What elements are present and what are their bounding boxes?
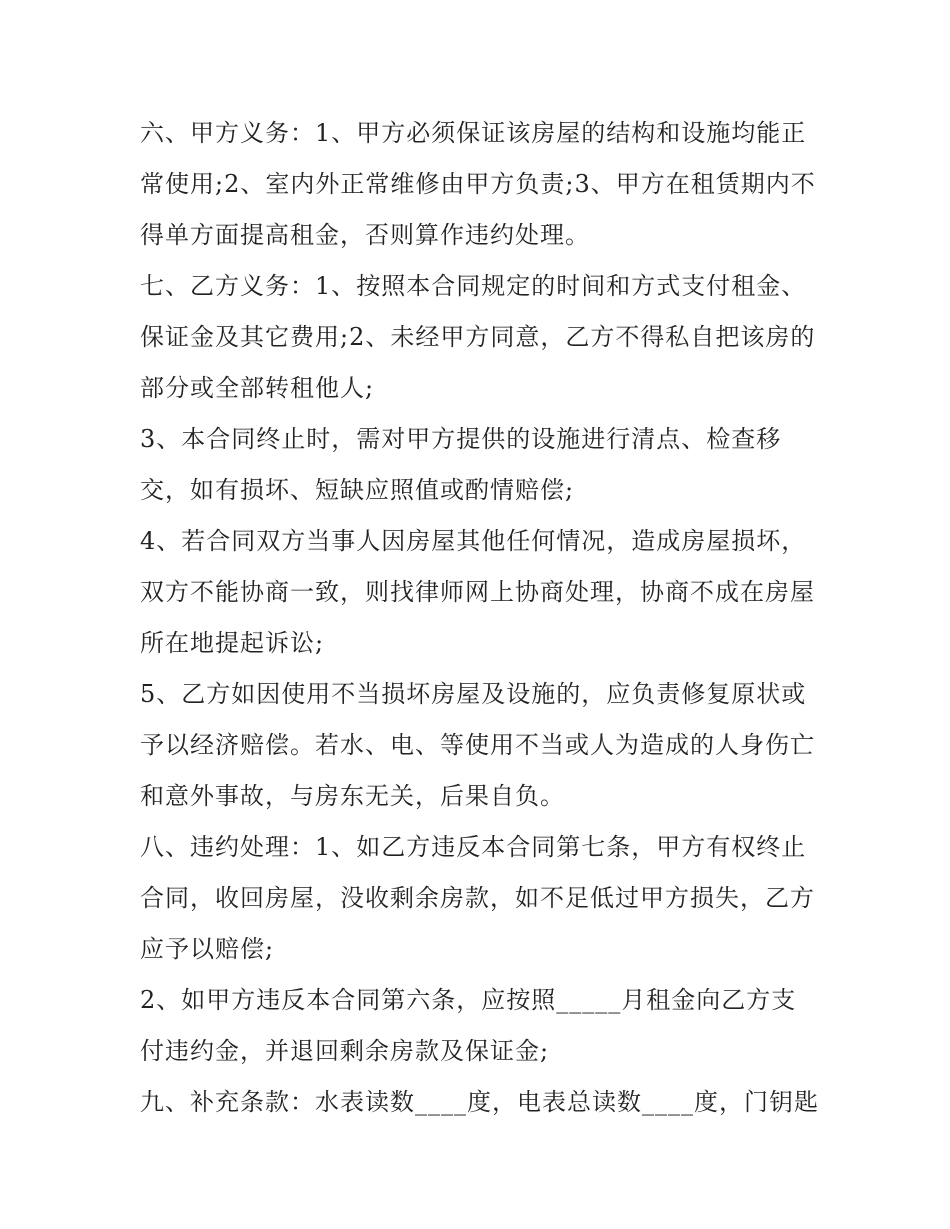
text-line: 得单方面提高租金，否则算作违约处理。 (140, 221, 590, 249)
contract-text-body (140, 108, 820, 1128)
text-line: 保证金及其它费用;2、未经甲方同意，乙方不得私自把该房的 (140, 323, 816, 351)
text-line: 交，如有损坏、短缺应照值或酌情赔偿; (140, 476, 575, 504)
text-line: 予以经济赔偿。若水、电、等使用不当或人为造成的人身伤亡 (140, 731, 815, 759)
text-line: 合同，收回房屋，没收剩余房款，如不足低过甲方损失，乙方 (140, 884, 815, 912)
text-line: 常使用;2、室内外正常维修由甲方负责;3、甲方在租赁期内不 (140, 170, 816, 198)
text-line: 应予以赔偿; (140, 935, 275, 963)
text-line: 七、乙方义务：1、按照本合同规定的时间和方式支付租金、 (140, 272, 807, 300)
text-line: 5、乙方如因使用不当损坏房屋及设施的，应负责修复原状或 (140, 680, 807, 708)
text-line: 八、违约处理：1、如乙方违反本合同第七条，甲方有权终止 (140, 833, 807, 861)
text-line: 付违约金，并退回剩余房款及保证金; (140, 1037, 550, 1065)
text-line: 部分或全部转租他人; (140, 374, 375, 402)
text-line: 3、本合同终止时，需对甲方提供的设施进行清点、检查移 (140, 425, 782, 453)
text-line: 所在地提起诉讼; (140, 629, 325, 657)
text-line: 和意外事故，与房东无关，后果自负。 (140, 782, 565, 810)
text-line: 2、如甲方违反本合同第六条，应按照_____月租金向乙方支 (140, 986, 797, 1014)
text-line: 六、甲方义务：1、甲方必须保证该房屋的结构和设施均能正 (140, 119, 807, 147)
text-line: 双方不能协商一致，则找律师网上协商处理，协商不成在房屋 (140, 578, 815, 606)
text-line: 4、若合同双方当事人因房屋其他任何情况，造成房屋损坏， (140, 527, 807, 555)
text-line: 九、补充条款：水表读数____度，电表总读数____度，门钥匙 (140, 1088, 819, 1116)
